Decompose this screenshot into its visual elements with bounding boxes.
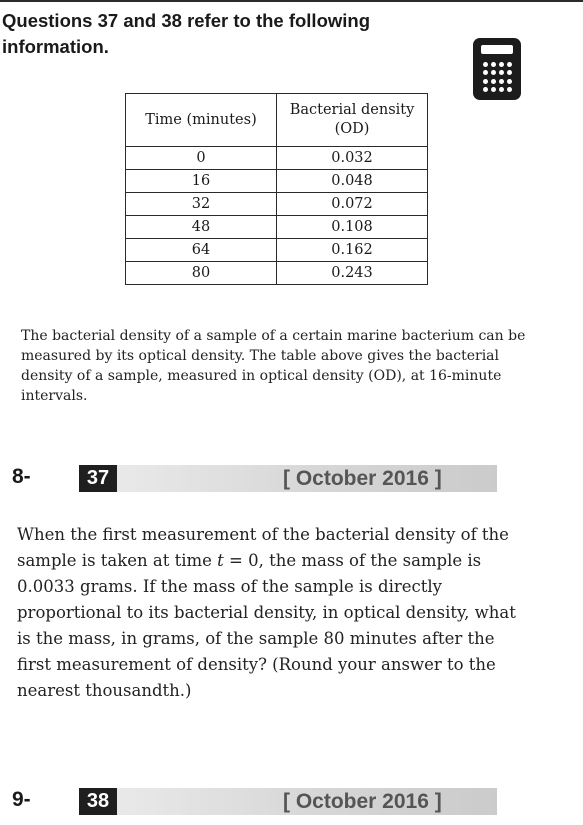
table-row: [126, 216, 428, 239]
bacterial-density-table: [125, 93, 428, 285]
question-37-text: [17, 522, 527, 704]
question-date: [ October 2016 ]: [283, 790, 442, 813]
density-cell: 0.048: [277, 170, 428, 193]
time-cell: 16: [126, 170, 277, 193]
table-row: [126, 239, 428, 262]
time-variable: t: [217, 551, 224, 570]
question-date: [ October 2016 ]: [283, 467, 442, 490]
calculator-icon: [473, 38, 521, 100]
question-prefix: 9-: [12, 788, 31, 811]
question-text-part: = 0, the mass of the sample is 0.0033 grams. If the mass of the sample is directly proportional to its bacterial density, in optical density, what is the mass, in grams, of the sample 80 minutes after the first measurement of density? (Round your answer to the nearest thousandth.): [17, 551, 516, 700]
question-prefix: 8-: [12, 465, 31, 488]
info-paragraph: The bacterial density of a sample of a certain marine bacterium can be measured by its optical density. The table above gives the bacterial density of a sample, measured in optical density (OD), at 16-minute intervals.: [21, 328, 526, 404]
table-row: [126, 262, 428, 285]
question-number-badge: 37: [79, 465, 117, 492]
density-cell: 0.072: [277, 193, 428, 216]
density-cell: 0.243: [277, 262, 428, 285]
density-cell: 0.162: [277, 239, 428, 262]
table-row: [126, 147, 428, 170]
time-cell: 48: [126, 216, 277, 239]
time-cell: 32: [126, 193, 277, 216]
column-header-density: Bacterial density (OD): [277, 94, 428, 147]
table-row: [126, 193, 428, 216]
question-text-part: When the first measurement of the bacterial density of the sample is taken at time: [17, 525, 509, 570]
section-heading: Questions 37 and 38 refer to the following information.: [2, 10, 371, 57]
top-divider: [0, 0, 583, 2]
density-cell: 0.108: [277, 216, 428, 239]
table-row: [126, 170, 428, 193]
time-cell: 80: [126, 262, 277, 285]
question-number-badge: 38: [79, 788, 117, 815]
question-header-37: [0, 462, 583, 496]
column-header-time: Time (minutes): [126, 94, 277, 147]
density-cell: 0.032: [277, 147, 428, 170]
time-cell: 64: [126, 239, 277, 262]
question-header-38: [0, 785, 583, 819]
time-cell: 0: [126, 147, 277, 170]
